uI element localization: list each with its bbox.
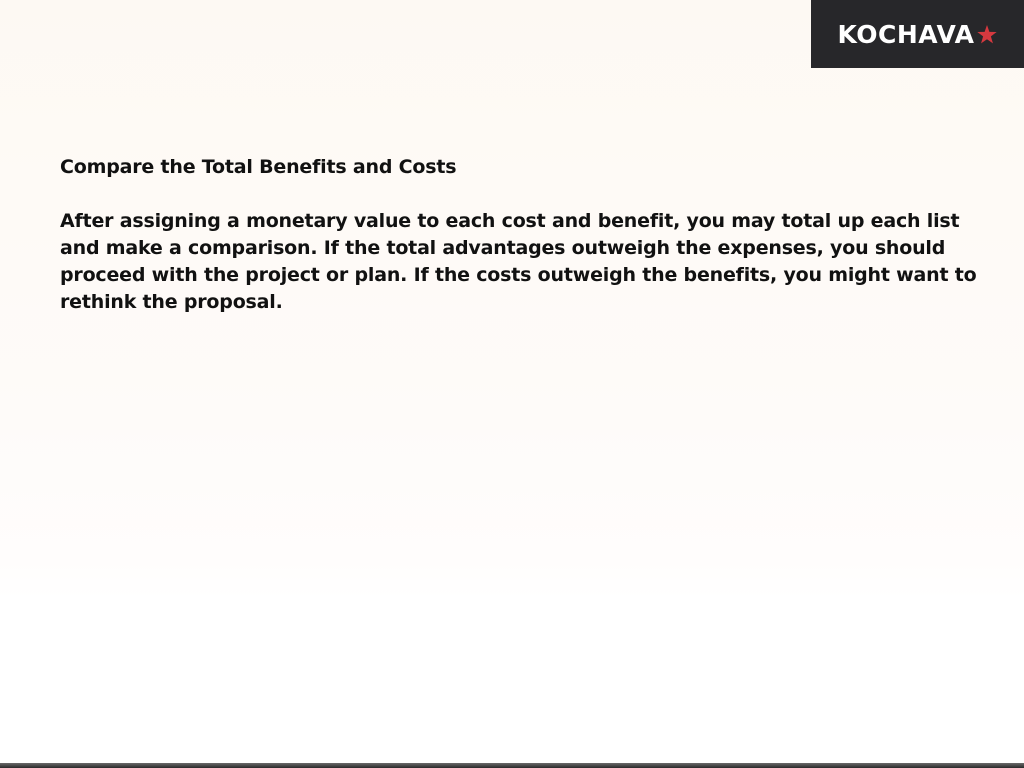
brand-logo xyxy=(811,0,1024,68)
slide-body-paragraph: After assigning a monetary value to each cost and benefit, you may total up each list and make a comparison. If the total advantages outweigh the expenses, you should proceed with the project or plan. If the costs outweigh the benefits, you might want to rethink the proposal. xyxy=(60,210,977,313)
brand-logo-text: KOCHAVA xyxy=(837,19,975,49)
bottom-divider xyxy=(0,763,1024,768)
slide-title: Compare the Total Benefits and Costs xyxy=(60,156,457,178)
slide-content xyxy=(60,154,990,316)
star-icon xyxy=(977,25,997,44)
